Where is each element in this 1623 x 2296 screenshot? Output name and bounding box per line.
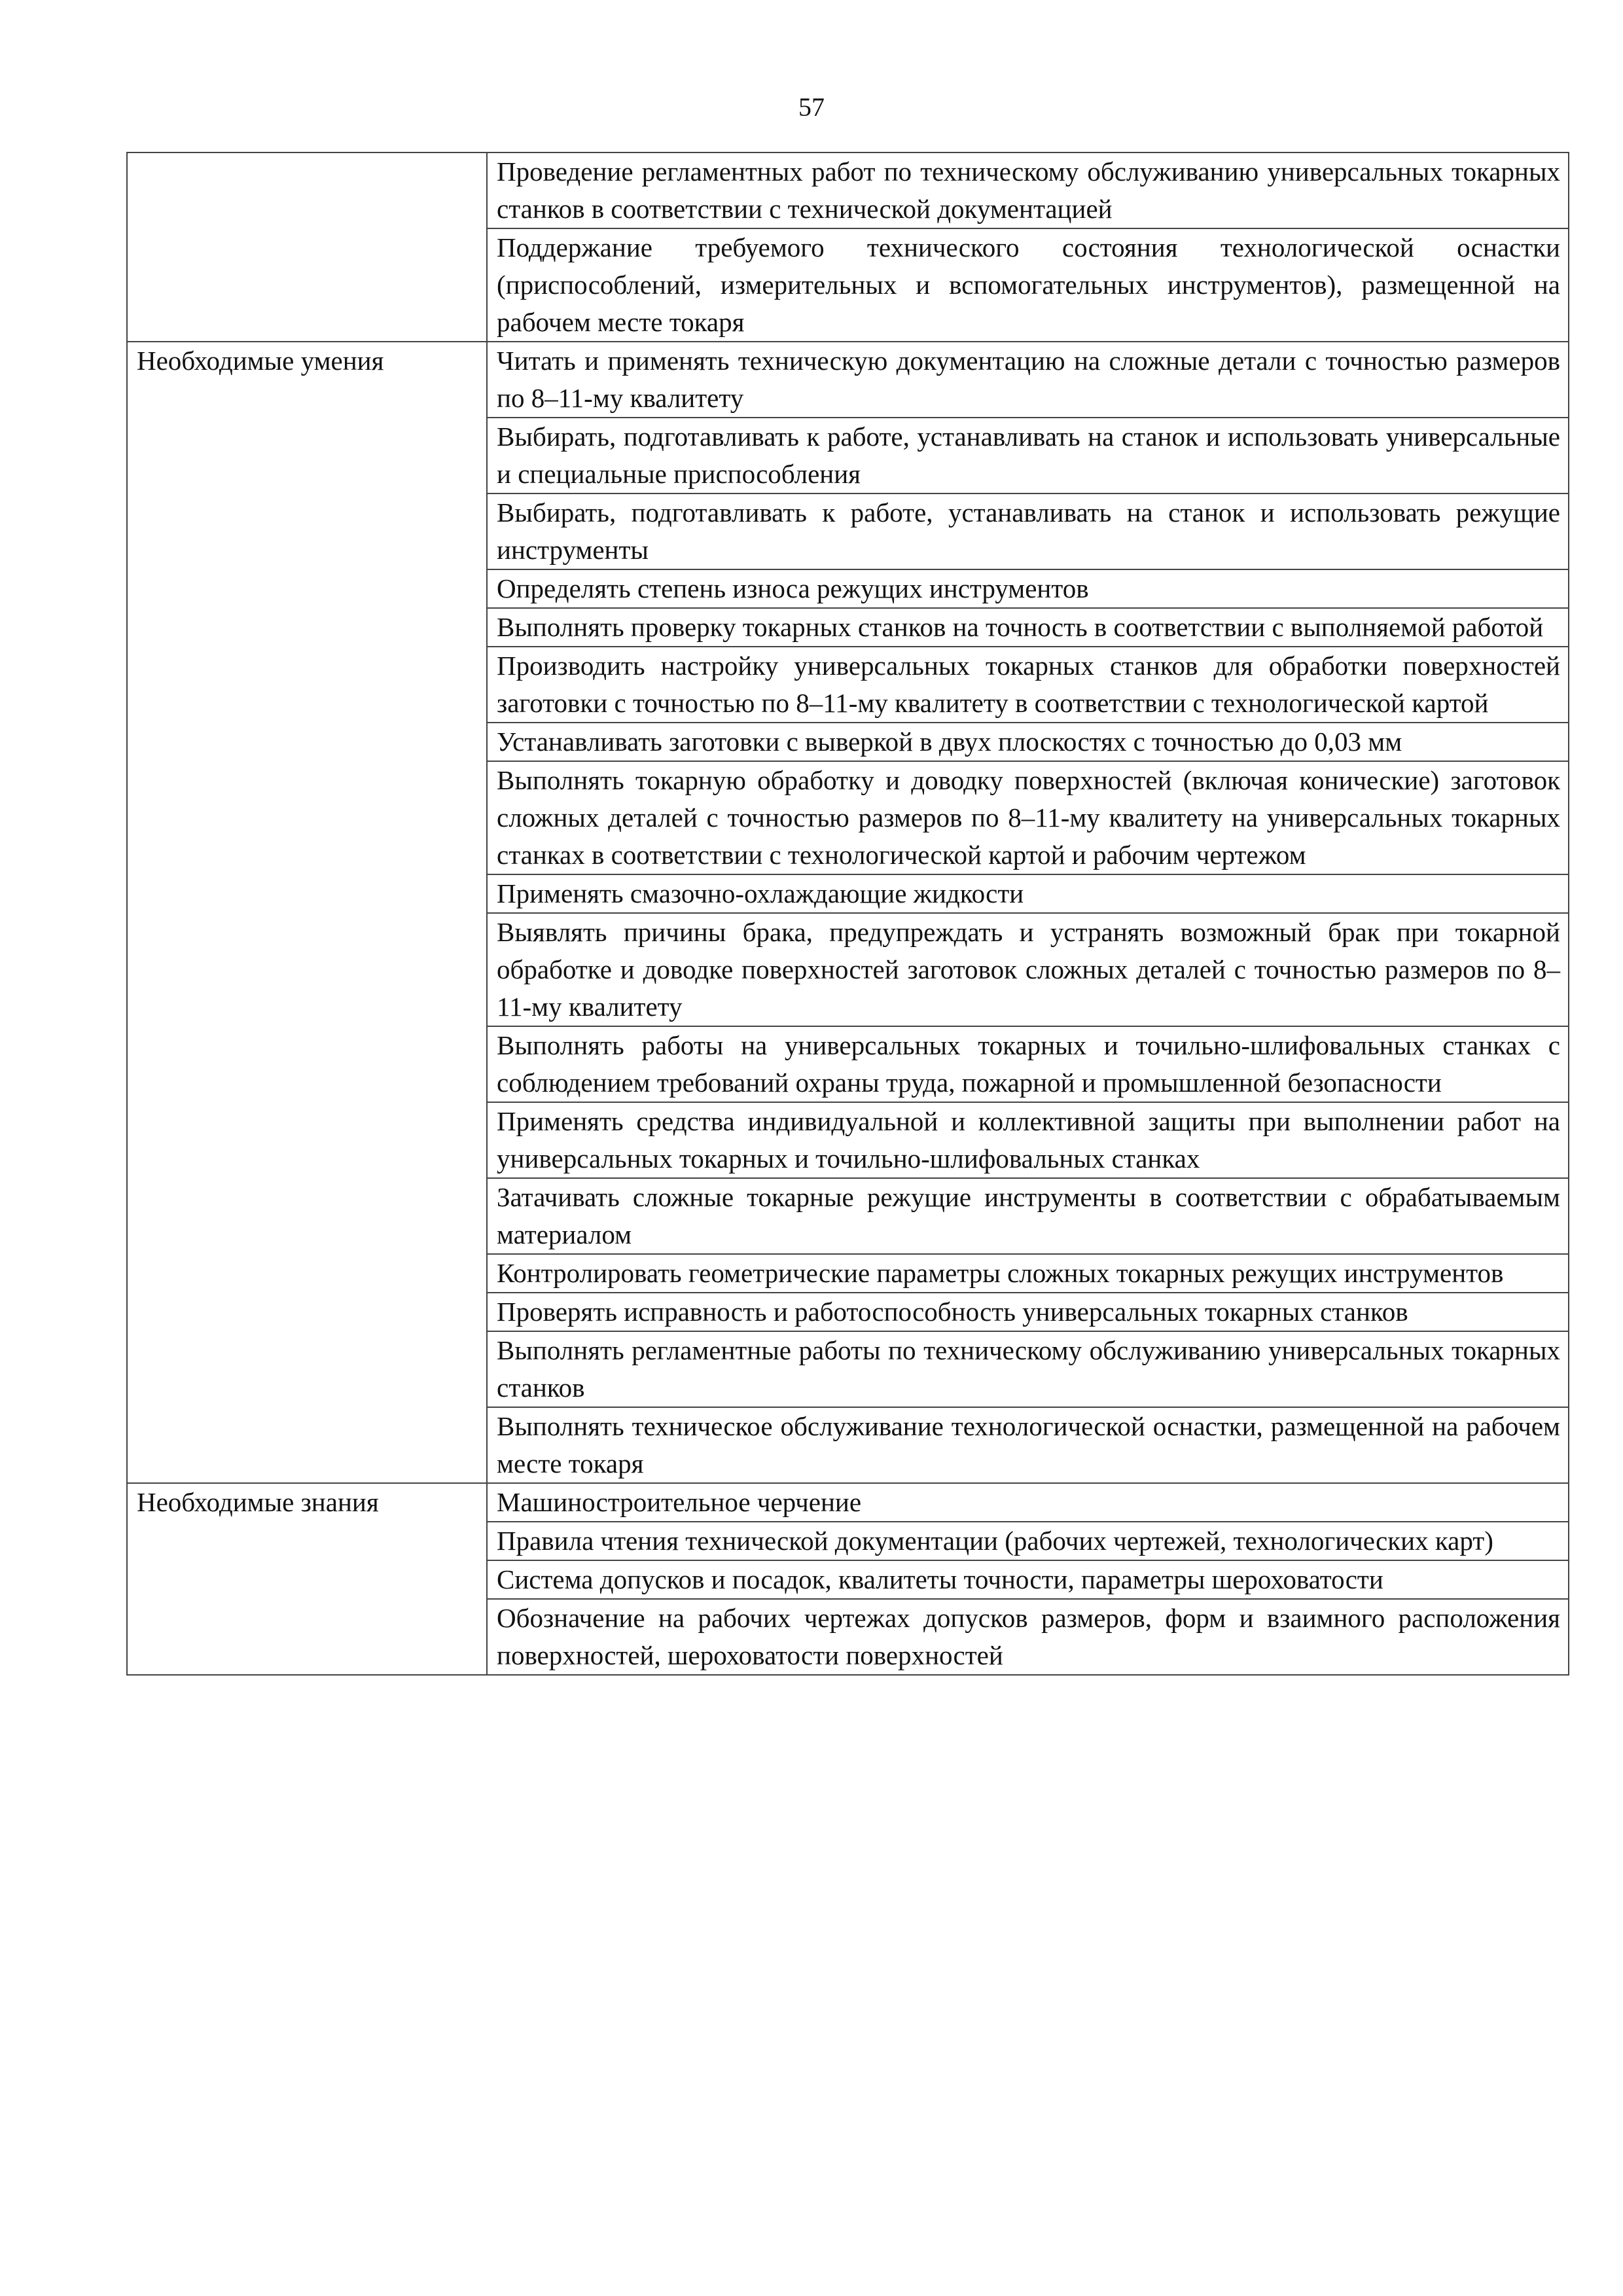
table-cell-item: Выполнять техническое обслуживание технологической оснастки, размещенной на рабочем месте токаря	[487, 1407, 1569, 1483]
table-cell-item: Выявлять причины брака, предупреждать и устранять возможный брак при токарной обработке и доводке поверхностей заготовок сложных деталей с точностью размеров по 8–11-му квалитету	[487, 913, 1569, 1026]
table-cell-item: Выполнять работы на универсальных токарных и точильно-шлифовальных станках с соблюдением требований охраны труда, пожарной и промышленной безопасности	[487, 1026, 1569, 1102]
section-label-knowledge: Необходимые знания	[127, 1483, 487, 1675]
table-cell-item: Производить настройку универсальных токарных станков для обработки поверхностей заготовки с точностью по 8–11-му квалитету в соответствии с технологической картой	[487, 647, 1569, 723]
table-cell-item: Читать и применять техническую документацию на сложные детали с точностью размеров по 8–11-му квалитету	[487, 342, 1569, 418]
table-cell-item: Контролировать геометрические параметры сложных токарных режущих инструментов	[487, 1254, 1569, 1293]
table-cell-item: Затачивать сложные токарные режущие инструменты в соответствии с обрабатываемым материалом	[487, 1178, 1569, 1254]
requirements-table	[126, 152, 1569, 1676]
page-number: 57	[798, 92, 825, 122]
section-label-skills: Необходимые умения	[127, 342, 487, 1483]
table-row	[127, 152, 1569, 228]
table-row	[127, 342, 1569, 418]
table-cell-item: Определять степень износа режущих инструментов	[487, 569, 1569, 608]
table-cell-item: Выполнять токарную обработку и доводку поверхностей (включая конические) заготовок сложных деталей с точностью размеров по 8–11-му квалитету на универсальных токарных станках в соответствии с технологической картой и рабочим чертежом	[487, 761, 1569, 874]
table-row	[127, 1483, 1569, 1522]
table-cell-item: Выбирать, подготавливать к работе, устанавливать на станок и использовать универсальные и специальные приспособления	[487, 418, 1569, 493]
table-cell-item: Система допусков и посадок, квалитеты точности, параметры шероховатости	[487, 1560, 1569, 1599]
table-cell-item: Устанавливать заготовки с выверкой в двух плоскостях с точностью до 0,03 мм	[487, 723, 1569, 761]
table-cell-item: Выполнять регламентные работы по техническому обслуживанию универсальных токарных станков	[487, 1331, 1569, 1407]
table-cell-item: Выполнять проверку токарных станков на точность в соответствии с выполняемой работой	[487, 608, 1569, 647]
section-label-continuation	[127, 152, 487, 342]
table-cell-item: Применять средства индивидуальной и коллективной защиты при выполнении работ на универсальных токарных и точильно-шлифовальных станках	[487, 1102, 1569, 1178]
table-cell-item: Машиностроительное черчение	[487, 1483, 1569, 1522]
table-cell-item: Проведение регламентных работ по техническому обслуживанию универсальных токарных станков в соответствии с технической документацией	[487, 152, 1569, 228]
table-cell-item: Обозначение на рабочих чертежах допусков размеров, форм и взаимного расположения поверхностей, шероховатости поверхностей	[487, 1599, 1569, 1675]
table-cell-item: Проверять исправность и работоспособность универсальных токарных станков	[487, 1293, 1569, 1331]
table-cell-item: Правила чтения технической документации (рабочих чертежей, технологических карт)	[487, 1522, 1569, 1560]
table-cell-item: Выбирать, подготавливать к работе, устанавливать на станок и использовать режущие инструменты	[487, 493, 1569, 569]
table-cell-item: Применять смазочно-охлаждающие жидкости	[487, 874, 1569, 913]
table-cell-item: Поддержание требуемого технического состояния технологической оснастки (приспособлений, измерительных и вспомогательных инструментов), размещенной на рабочем месте токаря	[487, 228, 1569, 342]
